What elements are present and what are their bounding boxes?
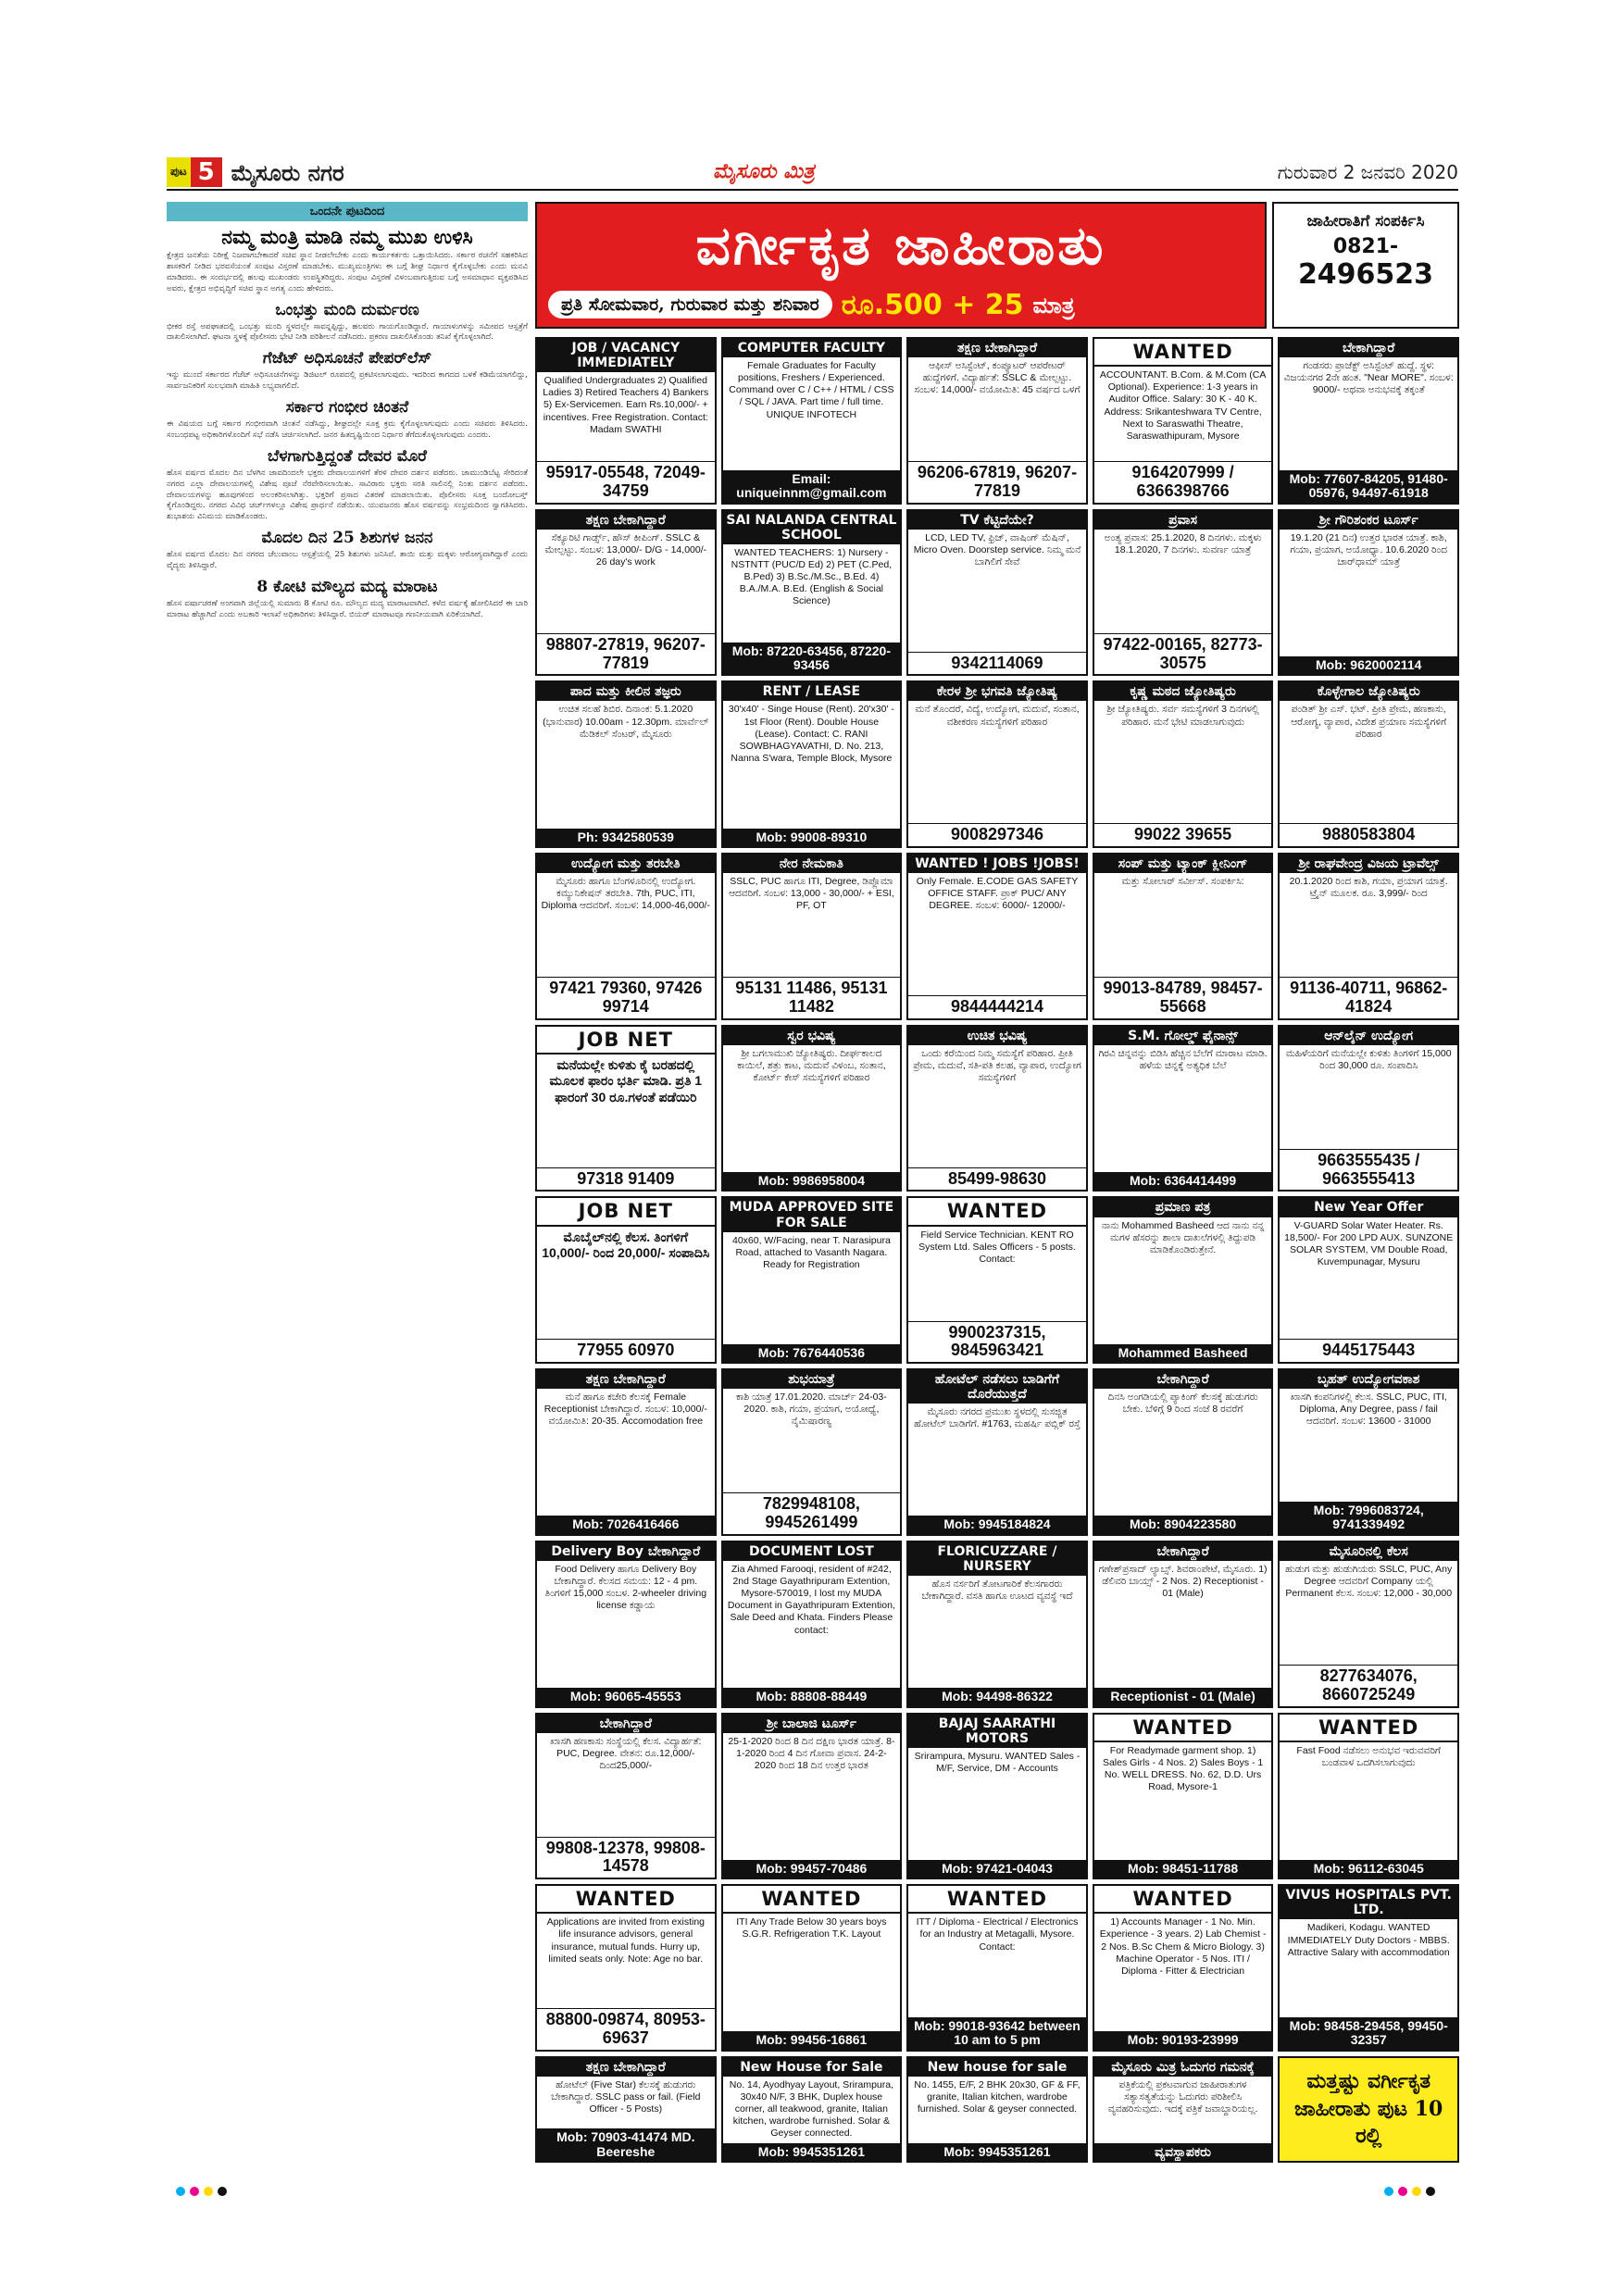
classified-ad	[721, 1025, 903, 1192]
ad-body: Fast Food ನಡೆಸಲು ಅನುಭವ ಇರುವವರಿಗೆ ಬಂಡವಾಳ ಒದಗಿಸಲಾಗುವುದು	[1296, 1744, 1441, 1768]
classified-ad	[906, 509, 1088, 677]
ad-body: ಖಾಸಗಿ ಕಂಪನಿಗಳಲ್ಲಿ ಕೆಲಸ. SSLC, PUC, ITI, Diploma, Any Degree, pass / fail ಆದವರಿಗೆ. ಸಂಬಳ: 13600 - 31000	[1290, 1391, 1447, 1428]
ad-phone: Mob: 94498-86322	[908, 1688, 1086, 1705]
ad-title: ಬೃಹತ್ ಉದ್ಯೋಗವಕಾಶ	[1280, 1370, 1457, 1389]
classified-ad	[1278, 853, 1459, 1020]
banner-price: ರೂ.500 + 25	[841, 288, 1024, 321]
ad-title: ತಕ್ಷಣ ಬೇಕಾಗಿದ್ದಾರೆ	[908, 339, 1086, 357]
ad-title: JOB / VACANCY IMMEDIATELY	[537, 339, 715, 372]
classified-ad	[1093, 1025, 1274, 1192]
page-label: ಪುಟ	[167, 157, 191, 187]
ad-phone: 88800-09874, 80953-69637	[537, 2008, 715, 2050]
ad-phone: 9880583804	[1280, 823, 1457, 846]
yellow-dot	[1412, 2187, 1421, 2196]
cyan-dot	[1384, 2187, 1393, 2196]
ad-phone: Email: uniqueinnm@gmail.com	[723, 470, 901, 503]
classified-ad	[721, 1368, 903, 1536]
article-headline: ಮೊದಲ ದಿನ 25 ಶಿಶುಗಳ ಜನನ	[261, 529, 433, 548]
ad-title: ಪ್ರವಾಸ	[1094, 511, 1272, 530]
ad-title: ಬೇಕಾಗಿದ್ದಾರೆ	[1094, 1542, 1272, 1561]
ad-title: ಹೋಟೆಲ್ ನಡೆಸಲು ಬಾಡಿಗೆಗೆ ದೊರೆಯುತ್ತದೆ	[908, 1370, 1086, 1404]
ad-title: VIVUS HOSPITALS PVT. LTD.	[1280, 1886, 1457, 1919]
ad-phone: 99022 39655	[1094, 823, 1272, 846]
ad-title: RENT / LEASE	[723, 682, 901, 701]
ad-contact-box	[1272, 202, 1459, 329]
continued-kicker: ಒಂದನೇ ಪುಟದಿಂದ	[167, 202, 528, 221]
ad-phone: 9445175443	[1280, 1339, 1457, 1362]
ad-body: ಉಚಿತ ಸಲಹೆ ಶಿಬಿರ. ದಿನಾಂಕ: 5.1.2020 (ಭಾನುವಾರ) 10.00am - 12.30pm. ಮಾರ್ವೆಲ್ ಮೆಡಿಕಲ್ ಸೆಂಟರ್, ಮೈಸೂರು	[543, 704, 709, 740]
classified-ad	[1278, 680, 1459, 848]
ad-phone: Mob: 77607-84205, 91480-05976, 94497-61918	[1280, 470, 1457, 503]
classified-ad	[1093, 1368, 1274, 1536]
ad-title: ಬೇಕಾಗಿದ್ದಾರೆ	[1280, 339, 1457, 357]
magenta-dot	[1398, 2187, 1407, 2196]
ad-title: WANTED	[723, 1886, 901, 1914]
ad-body: ಶ್ರೀ ಜ್ಯೋತಿಷ್ಯರು. ಸರ್ವ ಸಮಸ್ಯೆಗಳಿಗೆ 3 ದಿನಗಳಲ್ಲಿ ಪರಿಹಾರ. ಮನೆ ಭೇಟಿ ಮಾಡಲಾಗುವುದು	[1106, 704, 1259, 728]
ad-body: ಒಂದು ಕರೆಯಿಂದ ನಿಮ್ಮ ಸಮಸ್ಯೆಗೆ ಪರಿಹಾರ. ಪ್ರೀತಿ ಪ್ರೇಮ, ಮದುವೆ, ಸತಿ-ಪತಿ ಕಲಹ, ವ್ಯಾಪಾರ, ಉದ್ಯೋಗ ಸಮಸ್ಯೆಗಳಿಗೆ	[913, 1047, 1081, 1084]
ad-body: ಮೈಸೂರು ಹಾಗೂ ಬೆಂಗಳೂರಿನಲ್ಲಿ ಉದ್ಯೋಗ. ಕಮ್ಯುನಿಕೇಷನ್ ತರಬೇತಿ. 7th, PUC, ITI, Diploma ಆದವರಿಗೆ. ಸಂಬಳ: 14,000-46,000/-	[541, 876, 710, 912]
ad-phone: Mob: 9945351261	[723, 2143, 901, 2161]
ad-body: ITI Any Trade Below 30 years boys S.G.R. Refrigeration T.K. Layout	[736, 1916, 887, 1940]
ad-title: ಶ್ರೀ ರಾಘವೇಂದ್ರ ವಿಜಯ ಟ್ರಾವೆಲ್ಸ್	[1280, 855, 1457, 873]
ad-body: ಹುಡುಗ ಮತ್ತು ಹುಡುಗಿಯರು SSLC, PUC, Any Degree ಆದವರಿಗೆ Company ಯಲ್ಲಿ Permanent ಕೆಲಸ. ಸಂಬಳ: 12,000 - 30,000	[1285, 1563, 1453, 1600]
ad-body: SSLC, PUC ಹಾಗೂ ITI, Degree, ಡಿಪ್ಲೊಮಾ ಆದವರಿಗೆ. ಸಂಬಳ: 13,000 - 30,000/- + ESI, PF, OT	[729, 876, 894, 912]
ad-phone: Mob: 9945351261	[908, 2143, 1086, 2161]
ad-title: ಆನ್‌ಲೈನ್ ಉದ್ಯೋಗ	[1280, 1027, 1457, 1045]
ad-body: 1) Accounts Manager - 1 No. Min. Experience - 3 years. 2) Lab Chemist - 2 Nos. B.Sc Chem & Micro Biology. 3) Machine Operator - 5 Nos. ITI / Diploma - Fitter & Electrician	[1099, 1916, 1267, 1977]
ad-body: Food Delivery ಹಾಗೂ Delivery Boy ಬೇಕಾಗಿದ್ದಾರೆ. ಕೆಲಸದ ಸಮಯ: 12 - 4 pm. ತಿಂಗಳಿಗೆ 15,000 ಸಂಬಳ. 2-wheeler driving license ಕಡ್ಡಾಯ	[544, 1563, 707, 1612]
ad-phone: Mob: 98451-11788	[1094, 1860, 1272, 1878]
ad-phone: Mob: 9620002114	[1280, 656, 1457, 674]
classified-ad	[535, 509, 717, 677]
ad-phone: Mob: 87220-63456, 87220-93456	[723, 643, 901, 675]
ad-phone: 99013-84789, 98457-55668	[1094, 977, 1272, 1018]
classified-ad	[906, 1541, 1088, 1708]
ad-phone: Receptionist - 01 (Male)	[1094, 1688, 1272, 1705]
ad-phone: Mob: 6364414499	[1094, 1172, 1272, 1190]
classified-ad	[535, 680, 717, 848]
contact-label: ಜಾಹೀರಾತಿಗೆ ಸಂಪರ್ಕಿಸಿ	[1306, 212, 1425, 231]
classified-ad	[535, 1884, 717, 2052]
ad-body: 19.1.20 (21 ದಿನ) ಉತ್ತರ ಭಾರತ ಯಾತ್ರೆ. ಕಾಶಿ, ಗಯಾ, ಪ್ರಯಾಗ, ಅಯೋಧ್ಯಾ. 10.6.2020 ರಿಂದ ಚಾರ್‌ಧಾಮ್ ಯಾತ್ರೆ	[1290, 531, 1447, 568]
ad-title: ಮೈಸೂರಿನಲ್ಲಿ ಕೆಲಸ	[1280, 1542, 1457, 1561]
ad-title: ಪಾದ ಮತ್ತು ಕೀಲಿನ ತಜ್ಞರು	[537, 682, 715, 701]
ad-title: MUDA APPROVED SITE FOR SALE	[723, 1198, 901, 1231]
classified-ad	[535, 337, 717, 505]
ad-phone: Mob: 99457-70486	[723, 1860, 901, 1878]
classified-ad	[535, 1713, 717, 1880]
ad-phone: 8277634076, 8660725249	[1280, 1665, 1457, 1706]
ad-body: No. 14, Ayodhyay Layout, Srirampura, 30x40 N/F, 3 BHK, Duplex house corner, all teakwood, granite, Italian kitchen, wardrobe furnished. Solar & Geyser connected.	[729, 2078, 894, 2140]
ad-phone: 9342114069	[908, 652, 1086, 675]
ad-body: Only Female. E.CODE GAS SAFETY OFFICE STAFF. ಪ್ರಾಕ್ PUC/ ANY DEGREE. ಸಂಬಳ: 6000/- 12000/-	[916, 876, 1079, 912]
banner-title: ವರ್ಗೀಕೃತ ಜಾಹೀರಾತು	[695, 214, 1106, 277]
classified-ad	[721, 337, 903, 505]
ad-body: ಹೊಸ ನರ್ಸರಿಗೆ ತೋಟಗಾರಿಕೆ ಕೆಲಸಗಾರರು ಬೇಕಾಗಿದ್ದಾರೆ. ವಸತಿ ಹಾಗೂ ಊಟದ ವ್ಯವಸ್ಥೆ ಇದೆ	[921, 1578, 1073, 1603]
classified-ad	[906, 1196, 1088, 1364]
classified-ad	[906, 680, 1088, 848]
ad-body: ಗಂಡಸರು ಪ್ರಾಜೆಕ್ಟ್ ಅಸಿಸ್ಟೆಂಟ್ ಹುದ್ದೆ. ಸ್ಥಳ: ವಿಜಯನಗರ 2ನೇ ಹಂತ. "Near MORE". ಸಂಬಳ: 9000/- ಅಥವಾ ಅನುಭವಕ್ಕೆ ತಕ್ಕಂತೆ	[1283, 360, 1454, 396]
classified-ad	[535, 1541, 717, 1708]
ad-phone: Ph: 9342580539	[537, 829, 715, 846]
ad-body: Applications are invited from existing life insurance advisors, general insurance, mutual funds. Hurry up, limited seats only. Note: Age no bar.	[546, 1916, 705, 1965]
ad-body: ITT / Diploma - Electrical / Electronics for an Industry at Metagalli, Mysore. Contact:	[916, 1916, 1079, 1953]
ad-body: ಮತ್ತು ಸೋಲಾರ್ ಸರ್ವೀಸ್. ಸಂಪರ್ಕಿಸಿ:	[1121, 876, 1244, 888]
ad-title: WANTED	[537, 1886, 715, 1914]
ad-phone: Mob: 97421-04043	[908, 1860, 1086, 1878]
classified-ad	[1093, 2056, 1274, 2163]
ad-title: S.M. ಗೋಲ್ಡ್ ಫೈನಾನ್ಸ್	[1094, 1027, 1272, 1045]
ad-title: WANTED ! JOBS !JOBS!	[908, 855, 1086, 873]
ad-phone: 95917-05548, 72049-34759	[537, 461, 715, 503]
classified-ad	[1093, 337, 1274, 505]
ad-phone: 9008297346	[908, 823, 1086, 846]
article-body: ಭೀಕರ ರಸ್ತೆ ಅಪಘಾತದಲ್ಲಿ ಒಂಭತ್ತು ಮಂದಿ ಸ್ಥಳದಲ್ಲೇ ಸಾವನ್ನಪ್ಪಿದ್ದು, ಹಲವರು ಗಾಯಗೊಂಡಿದ್ದಾರೆ. ಗಾಯಾಳುಗಳನ್ನು ಸಮೀಪದ ಆಸ್ಪತ್ರೆಗೆ ದಾಖಲಿಸಲಾಗಿದೆ. ಘಟನಾ ಸ್ಥಳಕ್ಕೆ ಪೊಲೀಸರು ಭೇಟಿ ನೀಡಿ ಪರಿಶೀಲನೆ ನಡೆಸಿದರು. ಪ್ರಕರಣ ದಾಖಲಿಸಿಕೊಂಡು ತನಿಖೆ ಕೈಗೊಳ್ಳಲಾಗಿದೆ.	[167, 321, 528, 343]
article-body: ಹೊಸ ವರ್ಷದ ಮೊದಲ ದಿನ ನಗರದ ಚೆಲುವಾಂಬ ಆಸ್ಪತ್ರೆಯಲ್ಲಿ 25 ಶಿಶುಗಳು ಜನಿಸಿವೆ. ತಾಯಿ ಮತ್ತು ಮಕ್ಕಳು ಆರೋಗ್ಯವಾಗಿದ್ದಾರೆ ಎಂದು ವೈದ್ಯರು ತಿಳಿಸಿದ್ದಾರೆ.	[167, 550, 528, 570]
ad-body: ಖಾಸಗಿ ಹಣಕಾಸು ಸಂಸ್ಥೆಯಲ್ಲಿ ಕೆಲಸ. ವಿದ್ಯಾರ್ಹತೆ: PUC, Degree. ವೇತನ: ರೂ.12,000/-ದಿಂದ25,000/-	[550, 1735, 702, 1771]
ad-title: ತಕ್ಷಣ ಬೇಕಾಗಿದ್ದಾರೆ	[537, 2058, 715, 2077]
ad-body: For Readymade garment shop. 1) Sales Girls - 4 Nos. 2) Sales Boys - 1 No. WELL DRESS. No. 62, D.D. Urs Road, Mysore-1	[1102, 1744, 1264, 1793]
classified-ad	[1093, 1541, 1274, 1708]
ad-phone: 9164207999 / 6366398766	[1094, 461, 1272, 503]
classified-ad	[906, 2056, 1088, 2163]
ad-body: Qualified Undergraduates 2) Qualified Ladies 3) Retired Teachers 4) Bankers 5) Ex-Servicemen. Earn Rs.10,000/- + incentives. Free Registration. Contact: Madam SWATHI	[543, 375, 709, 435]
ad-body: ಮತ್ತಷ್ಟು ವರ್ಗೀಕೃತ ಜಾಹೀರಾತು ಪುಟ 10 ರಲ್ಲಿ	[1294, 2068, 1443, 2149]
ad-title: JOB NET	[537, 1027, 715, 1054]
ad-phone: Mob: 90193-23999	[1094, 2031, 1272, 2049]
ad-body: ಪತ್ರಿಕೆಯಲ್ಲಿ ಪ್ರಕಟವಾಗುವ ಜಾಹೀರಾತುಗಳ ಸತ್ಯಾಸತ್ಯತೆಯನ್ನು ಓದುಗರು ಪರಿಶೀಲಿಸಿ ವ್ಯವಹರಿಸುವುದು. ಇದಕ್ಕೆ ಪತ್ರಿಕೆ ಜವಾಬ್ದಾರಿಯಲ್ಲ.	[1107, 2078, 1258, 2115]
ad-body: ಗಿರವಿ ಚಿನ್ನವನ್ನು ಬಿಡಿಸಿ ಹೆಚ್ಚಿನ ಬೆಲೆಗೆ ಮಾರಾಟ ಮಾಡಿ. ಹಳೆಯ ಚಿನ್ನಕ್ಕೆ ಅತ್ಯಧಿಕ ಬೆಲೆ	[1098, 1047, 1268, 1071]
classified-ad	[721, 1884, 903, 2052]
ad-title: New House for Sale	[723, 2058, 901, 2077]
ad-body: Madikeri, Kodagu. WANTED IMMEDIATELY Duty Doctors - MBBS. Attractive Salary with accommodation	[1287, 1922, 1450, 1958]
ad-body: ಮನೆ ತೊಂದರೆ, ವಿದ್ಯೆ, ಉದ್ಯೋಗ, ಮದುವೆ, ಸಂತಾನ, ವಶೀಕರಣ ಸಮಸ್ಯೆಗಳಿಗೆ ಪರಿಹಾರ	[915, 704, 1080, 728]
ad-body: ಮೊಬೈಲ್‌ನಲ್ಲಿ ಕೆಲಸ. ತಿಂಗಳಿಗೆ 10,000/- ರಿಂದ 20,000/- ಸಂಪಾದಿಸಿ	[542, 1229, 710, 1261]
contact-number: 2496523	[1297, 258, 1434, 291]
classified-ad	[721, 1196, 903, 1364]
classifieds-banner	[535, 202, 1267, 329]
ad-body: 40x60, W/Facing, near T. Narasipura Road, attached to Vasanth Nagara. Ready for Registration	[731, 1234, 891, 1270]
ad-phone: Mohammed Basheed	[1094, 1344, 1272, 1362]
classified-ad	[906, 1884, 1088, 2052]
ad-title: ನೇರ ನೇಮಕಾತಿ	[723, 855, 901, 873]
banner-days: ಪ್ರತಿ ಸೋಮವಾರ, ಗುರುವಾರ ಮತ್ತು ಶನಿವಾರ	[548, 291, 832, 318]
ad-phone: 9844444214	[908, 995, 1086, 1018]
ad-body: 20.1.2020 ರಿಂದ ಕಾಶಿ, ಗಯಾ, ಪ್ರಯಾಗ ಯಾತ್ರೆ. ಟ್ರೈನ್ ಮೂಲಕ. ರೂ. 3,999/- ರಿಂದ	[1289, 876, 1448, 900]
ad-phone: Mob: 96065-45553	[537, 1688, 715, 1705]
ad-body: ಮೈಸೂರು ನಗರದ ಪ್ರಮುಖ ಸ್ಥಳದಲ್ಲಿ ಸುಸಜ್ಜಿತ ಹೋಟೆಲ್ ಬಾಡಿಗೆಗೆ. #1763, ಮಹರ್ಷಿ ಪಬ್ಲಿಕ್ ರಸ್ತೆ	[914, 1406, 1081, 1430]
classified-ad	[1278, 1713, 1459, 1880]
ad-title: ಶ್ರೀ ಗೌರಿಶಂಕರ ಟೂರ್ಸ್	[1280, 511, 1457, 530]
ad-phone: 99808-12378, 99808-14578	[537, 1837, 715, 1878]
ad-phone: Mob: 99008-89310	[723, 829, 901, 846]
classified-ad	[721, 1541, 903, 1708]
ad-body: ಮಹಿಳೆಯರಿಗೆ ಮನೆಯಲ್ಲೇ ಕುಳಿತು ತಿಂಗಳಿಗೆ 15,000 ರಿಂದ 30,000 ರೂ. ಸಂಪಾದಿಸಿ	[1285, 1047, 1452, 1071]
ad-body: 25-1-2020 ರಿಂದ 8 ದಿನ ದಕ್ಷಿಣ ಭಾರತ ಯಾತ್ರೆ. 8-1-2020 ರಿಂದ 4 ದಿನ ಗೋವಾ ಪ್ರವಾಸ. 24-2-2020 ರಿಂದ 18 ದಿನ ಉತ್ತರ ಭಾರತ	[728, 1735, 895, 1771]
ad-title: SAI NALANDA CENTRAL SCHOOL	[723, 511, 901, 544]
ad-title: ಬೇಕಾಗಿದ್ದಾರೆ	[537, 1715, 715, 1733]
classified-ad	[1093, 1884, 1274, 2052]
article-body: ಕ್ಷೇತ್ರದ ಜನತೆಯ ನಿರೀಕ್ಷೆ ನಿಜವಾಗಬೇಕಾದರೆ ಸಚಿವ ಸ್ಥಾನ ನೀಡಲೇಬೇಕು ಎಂದು ಕಾರ್ಯಕರ್ತರು ಒತ್ತಾಯಿಸಿದರು. ಸರ್ಕಾರ ರಚನೆಗೆ ಸಹಕರಿಸಿದ ಶಾಸಕರಿಗೆ ನೀಡಿದ ಭರವಸೆಯಂತೆ ಸಂಪುಟ ವಿಸ್ತರಣೆ ಮಾಡಬೇಕು. ಮುಖ್ಯಮಂತ್ರಿಗಳು ಈ ಬಗ್ಗೆ ಶೀಘ್ರ ನಿರ್ಧಾರ ಕೈಗೊಳ್ಳಬೇಕು ಎಂದು ಮನವಿ ಮಾಡಿದರು. ಈ ಸಂದರ್ಭದಲ್ಲಿ ಹಲವು ಮುಖಂಡರು ಉಪಸ್ಥಿತರಿದ್ದರು. ಸಂಪುಟ ವಿಸ್ತರಣೆ ವಿಳಂಬವಾಗುತ್ತಿರುವ ಬಗ್ಗೆ ಅಸಮಾಧಾನ ವ್ಯಕ್ತಪಡಿಸಿದ ಅವರು, ಕ್ಷೇತ್ರದ ಅಭಿವೃದ್ಧಿಗೆ ಸಚಿವ ಸ್ಥಾನ ಅಗತ್ಯ ಎಂದು ಹೇಳಿದರು.	[167, 251, 528, 293]
page-number: 5	[191, 157, 222, 187]
classified-ad	[1093, 509, 1274, 677]
left-news-column	[167, 202, 528, 2160]
classified-ad	[535, 1196, 717, 1364]
ad-phone: Mob: 96112-63045	[1280, 1860, 1457, 1878]
ad-title: ಪ್ರಮಾಣ ಪತ್ರ	[1094, 1198, 1272, 1217]
article-list	[167, 225, 528, 621]
ad-body: ಕಾಶಿ ಯಾತ್ರೆ 17.01.2020. ಮಾರ್ಚ್ 24-03-2020. ಕಾಶಿ, ಗಯಾ, ಪ್ರಯಾಗ, ಅಯೋಧ್ಯೆ, ನೈಮಿಷಾರಣ್ಯ	[736, 1391, 887, 1428]
ad-phone: Mob: 70903-41474 MD. Beereshe	[537, 2128, 715, 2161]
classified-ad	[1278, 2056, 1459, 2163]
article-headline: ಒಂಭತ್ತು ಮಂದಿ ದುರ್ಮರಣ	[275, 300, 419, 319]
ad-title: New house for sale	[908, 2058, 1086, 2077]
ad-title: ಕೇರಳ ಶ್ರೀ ಭಗವತಿ ಜ್ಯೋತಿಷ್ಯ	[908, 682, 1086, 701]
ad-phone: Mob: 88808-88449	[723, 1688, 901, 1705]
ad-body: ಹೋಟೆಲ್ (Five Star) ಕೆಲಸಕ್ಕೆ ಹುಡುಗರು ಬೇಕಾಗಿದ್ದಾರೆ. SSLC pass or fail. (Field Officer - 5 Posts)	[551, 2078, 701, 2115]
article-body: ಹೊಸ ವರ್ಷದ ಮೊದಲ ದಿನ ಬೆಳಗಿನ ಜಾವದಿಂದಲೇ ಭಕ್ತರು ದೇವಾಲಯಗಳಿಗೆ ತೆರಳಿ ದೇವರ ದರ್ಶನ ಪಡೆದರು. ಚಾಮುಂಡಿಬೆಟ್ಟ ಸೇರಿದಂತೆ ನಗರದ ಎಲ್ಲಾ ದೇವಾಲಯಗಳಲ್ಲಿ ವಿಶೇಷ ಪೂಜೆ ನೆರವೇರಿಸಲಾಯಿತು. ಸಾವಿರಾರು ಭಕ್ತರು ಸರತಿ ಸಾಲಿನಲ್ಲಿ ನಿಂತು ದರ್ಶನ ಪಡೆದರು. ದೇವಾಲಯಗಳನ್ನು ಹೂವುಗಳಿಂದ ಅಲಂಕರಿಸಲಾಗಿತ್ತು. ಭಕ್ತರಿಗೆ ಪ್ರಸಾದ ವಿತರಣೆ ಮಾಡಲಾಯಿತು. ಪೊಲೀಸರು ಸೂಕ್ತ ಬಂದೋಬಸ್ತ್ ಕೈಗೊಂಡಿದ್ದರು. ನಗರದ ವಿವಿಧ ಚರ್ಚ್‌ಗಳಲ್ಲೂ ವಿಶೇಷ ಪ್ರಾರ್ಥನೆ ನಡೆಯಿತು. ಯುವಜನರು ಹೊಸ ವರ್ಷವನ್ನು ಸಂಭ್ರಮದಿಂದ ಸ್ವಾಗತಿಸಿದರು. ಶುಭಾಶಯ ವಿನಿಮಯ ಮಾಡಿಕೊಂಡರು.	[167, 468, 528, 522]
classified-ad	[906, 1713, 1088, 1880]
yellow-dot	[204, 2187, 213, 2196]
classified-ad	[1278, 1196, 1459, 1364]
ad-phone: 97422-00165, 82773-30575	[1094, 633, 1272, 675]
ad-phone: 96206-67819, 96207-77819	[908, 461, 1086, 503]
article-headline: ನಮ್ಮ ಮಂತ್ರಿ ಮಾಡಿ ನಮ್ಮ ಮುಖ ಉಳಿಸಿ	[221, 225, 473, 248]
registration-dots-left	[176, 2187, 227, 2196]
ad-body: ಗಣೇಶ್‌ಪ್ರಸಾದ್ ಲ್ಯಾಬ್ಸ್. ಶಿವರಾಂಪೇಟೆ, ಮೈಸೂರು. 1) ಡೆಲಿವರಿ ಬಾಯ್ಸ್ - 2 Nos. 2) Receptionist - 01 (Male)	[1098, 1563, 1268, 1600]
article-headline: ಗೆಜೆಟ್ ಅಧಿಸೂಚನೆ ಪೇಪರ್‌ಲೆಸ್	[262, 349, 432, 368]
ad-body: ಸೆಕ್ಯೂರಿಟಿ ಗಾರ್ಡ್ಸ್, ಹೌಸ್ ಕೀಪಿಂಗ್. SSLC & ಮೇಲ್ಪಟ್ಟು. ಸಂಬಳ: 13,000/- D/G - 14,000/- 26 day's work	[544, 531, 707, 568]
ad-phone: 9900237315, 9845963421	[908, 1321, 1086, 1363]
ad-phone: ವ್ಯವಸ್ಥಾಪಕರು	[1094, 2143, 1272, 2161]
ad-title: COMPUTER FACULTY	[723, 339, 901, 357]
ad-title: WANTED	[1094, 1886, 1272, 1914]
ad-title: ತಕ್ಷಣ ಬೇಕಾಗಿದ್ದಾರೆ	[537, 1370, 715, 1389]
classified-ad	[1278, 1541, 1459, 1708]
ad-phone: Mob: 98458-29458, 99450-32357	[1280, 2017, 1457, 2050]
ad-title: ಕೊಳ್ಳೇಗಾಲ ಜ್ಯೋತಿಷ್ಯರು	[1280, 682, 1457, 701]
ad-title: ಬೇಕಾಗಿದ್ದಾರೆ	[1094, 1370, 1272, 1389]
black-dot	[1426, 2187, 1435, 2196]
ad-body: ಪಂಡಿತ್ ಶ್ರೀ ಎಸ್. ಭಟ್. ಪ್ರೀತಿ ಪ್ರೇಮ, ಹಣಕಾಸು, ಆರೋಗ್ಯ, ವ್ಯಾಪಾರ, ವಿದೇಶ ಪ್ರಯಾಣ ಸಮಸ್ಯೆಗಳಿಗೆ ಪರಿಹಾರ	[1291, 704, 1447, 740]
ad-phone: Mob: 9986958004	[723, 1172, 901, 1190]
classified-ad	[721, 509, 903, 677]
ad-body: ACCOUNTANT. B.Com. & M.Com (CA Optional). Experience: 1-3 years in Auditor Office. Salary: 30 K - 40 K. Address: Srikanteshwara TV Centre, Next to Saraswathi Theatre, Saraswathipuram, Mysore	[1099, 369, 1267, 442]
ad-body: Zia Ahmed Farooqi, resident of #242, 2nd Stage Gayathripuram Extention, Mysore-570019, I lost my MUDA Document in Gayathripuram Extention, Sale Deed and Khata. Finders Please contact:	[727, 1563, 895, 1636]
classified-ads-grid	[535, 337, 1459, 2163]
ad-title: WANTED	[908, 1886, 1086, 1914]
ad-phone: 97318 91409	[537, 1167, 715, 1191]
ad-body: Srirampura, Mysuru. WANTED Sales - M/F, Service, DM - Accounts	[914, 1750, 1081, 1774]
ad-title: New Year Offer	[1280, 1198, 1457, 1217]
ad-phone: 85499-98630	[908, 1167, 1086, 1191]
classified-ad	[535, 853, 717, 1020]
ad-phone: Mob: 8904223580	[1094, 1516, 1272, 1533]
ad-body: Female Graduates for Faculty positions, Freshers / Experienced. Command over C / C++ / HTML / CSS / SQL / JAVA. Part time / full time. UNIQUE INFOTECH	[729, 360, 894, 420]
article-headline: 8 ಕೋಟಿ ಮೌಲ್ಯದ ಮದ್ಯ ಮಾರಾಟ	[256, 577, 438, 596]
classified-ad	[1093, 853, 1274, 1020]
article-body: ಇನ್ನು ಮುಂದೆ ಸರ್ಕಾರದ ಗೆಜೆಟ್ ಅಧಿಸೂಚನೆಗಳನ್ನು ಡಿಜಿಟಲ್ ರೂಪದಲ್ಲಿ ಪ್ರಕಟಿಸಲಾಗುವುದು. ಇದರಿಂದ ಕಾಗದದ ಬಳಕೆ ಕಡಿಮೆಯಾಗಲಿದ್ದು, ಸಾರ್ವಜನಿಕರಿಗೆ ಸುಲಭವಾಗಿ ಮಾಹಿತಿ ಲಭ್ಯವಾಗಲಿದೆ.	[167, 370, 528, 392]
classified-ad	[906, 337, 1088, 505]
ad-phone: Mob: 7676440536	[723, 1344, 901, 1362]
classified-ad	[1093, 680, 1274, 848]
ad-title: ಶುಭಯಾತ್ರೆ	[723, 1370, 901, 1389]
article-body: ಹೊಸ ವರ್ಷಾಚರಣೆ ಅಂಗವಾಗಿ ಜಿಲ್ಲೆಯಲ್ಲಿ ಸುಮಾರು 8 ಕೋಟಿ ರೂ. ಮೌಲ್ಯದ ಮದ್ಯ ಮಾರಾಟವಾಗಿದೆ. ಕಳೆದ ವರ್ಷಕ್ಕೆ ಹೋಲಿಸಿದರೆ ಈ ಬಾರಿ ಮಾರಾಟ ಹೆಚ್ಚಾಗಿದೆ ಎಂದು ಅಬಕಾರಿ ಇಲಾಖೆ ಅಧಿಕಾರಿಗಳು ತಿಳಿಸಿದ್ದಾರೆ. ಬಿಯರ್ ಮಾರಾಟವೂ ಗಣನೀಯವಾಗಿ ಏರಿಕೆಯಾಗಿದೆ.	[167, 598, 528, 619]
ad-body: 30'x40' - Singe House (Rent). 20'x30' - 1st Floor (Rent). Double House (Lease). Contact: C. RANI SOWBHAGYAVATHI, D. No. 213, Nanna S'wara, Temple Block, Mysore	[728, 704, 894, 764]
classified-ad	[721, 1713, 903, 1880]
classified-ad	[1093, 1196, 1274, 1364]
ad-title: WANTED	[908, 1198, 1086, 1226]
classified-ad	[906, 853, 1088, 1020]
ad-phone: 77955 60970	[537, 1339, 715, 1362]
article-body: ಈ ವಿಷಯದ ಬಗ್ಗೆ ಸರ್ಕಾರ ಗಂಭೀರವಾಗಿ ಚಿಂತನೆ ನಡೆಸಿದ್ದು, ಶೀಘ್ರದಲ್ಲೇ ಸೂಕ್ತ ಕ್ರಮ ಕೈಗೊಳ್ಳಲಾಗುವುದು ಎಂದು ಸಚಿವರು ತಿಳಿಸಿದರು. ಸಂಬಂಧಪಟ್ಟ ಅಧಿಕಾರಿಗಳೊಂದಿಗೆ ಸಭೆ ನಡೆಸಿ ಚರ್ಚಿಸಲಾಗಿದೆ. ಜನರ ಹಿತದೃಷ್ಟಿಯಿಂದ ನಿರ್ಧಾರ ತೆಗೆದುಕೊಳ್ಳಲಾಗುವುದು ಎಂದರು.	[167, 419, 528, 440]
ad-title: WANTED	[1094, 1715, 1272, 1742]
classified-ad	[721, 680, 903, 848]
article-headline: ಬೆಳಗಾಗುತ್ತಿದ್ದಂತೆ ದೇವರ ಮೊರೆ	[268, 446, 427, 466]
ad-body: Field Service Technician. KENT RO System Ltd. Sales Officers - 5 posts. Contact:	[918, 1229, 1076, 1265]
classified-ad	[1278, 337, 1459, 505]
classified-ad	[906, 1025, 1088, 1192]
ad-title: ತಕ್ಷಣ ಬೇಕಾಗಿದ್ದಾರೆ	[537, 511, 715, 530]
ad-title: TV ಕೆಟ್ಟಿದೆಯೇ?	[908, 511, 1086, 530]
ad-body: No. 1455, E/F, 2 BHK 20x30, GF & FF, granite, Italian kitchen, wardrobe furnished. Solar & geyser connected.	[914, 2078, 1081, 2115]
banner-strip	[548, 287, 1254, 322]
ad-phone: Mob: 99456-16861	[723, 2031, 901, 2049]
section-title: ಮೈಸೂರು ನಗರ	[231, 158, 344, 186]
classified-ad	[721, 853, 903, 1020]
black-dot	[218, 2187, 227, 2196]
ad-title: ಕೃಷ್ಣ ಮಠದ ಜ್ಯೋತಿಷ್ಯರು	[1094, 682, 1272, 701]
ad-title: ಉಚಿತ ಭವಿಷ್ಯ	[908, 1027, 1086, 1045]
ad-phone: Mob: 99018-93642 between 10 am to 5 pm	[908, 2017, 1086, 2050]
registration-dots-right	[1384, 2187, 1435, 2196]
ad-body: ಮನೆ ಹಾಗೂ ಕಚೇರಿ ಕೆಲಸಕ್ಕೆ Female Receptionist ಬೇಕಾಗಿದ್ದಾರೆ. ಸಂಬಳ: 10,000/- ವಯೋಮಿತಿ: 20-35. Accomodation free	[543, 1391, 707, 1428]
ad-title: ಮೈಸೂರು ಮಿತ್ರ ಓದುಗರ ಗಮನಕ್ಕೆ	[1094, 2058, 1272, 2077]
issue-date: ಗುರುವಾರ 2 ಜನವರಿ 2020	[1277, 161, 1458, 183]
ad-phone: 91136-40711, 96862-41824	[1280, 977, 1457, 1018]
ad-body: ಆಫೀಸ್ ಅಸಿಸ್ಟೆಂಟ್, ಕಂಪ್ಯೂಟರ್ ಆಪರೇಟರ್ ಹುದ್ದೆಗಳಿಗೆ. ವಿದ್ಯಾರ್ಹತೆ: SSLC & ಮೇಲ್ಪಟ್ಟು. ಸಂಬಳ: 14,000/- ವಯೋಮಿತಿ: 45 ವರ್ಷದ ಒಳಗೆ	[914, 360, 1081, 396]
ad-title: Delivery Boy ಬೇಕಾಗಿದ್ದಾರೆ	[537, 1542, 715, 1561]
contact-code: 0821-	[1332, 235, 1399, 258]
ad-phone: 98807-27819, 96207-77819	[537, 633, 715, 675]
ad-phone: 97421 79360, 97426 99714	[537, 977, 715, 1018]
classified-ad	[535, 1368, 717, 1536]
ad-phone: Mob: 7026416466	[537, 1516, 715, 1533]
ad-body: ಶ್ರೀ ಬಗಲಾಮುಖಿ ಜ್ಯೋತಿಷ್ಯರು. ದೀರ್ಘಕಾಲದ ಕಾಯಿಲೆ, ಶತ್ರು ಕಾಟ, ಮದುವೆ ವಿಳಂಬ, ಸಂತಾನ, ಕೋರ್ಟ್ ಕೇಸ್ ಸಮಸ್ಯೆಗಳಿಗೆ ಪರಿಹಾರ	[737, 1047, 886, 1084]
ad-title: ಉದ್ಯೋಗ ಮತ್ತು ತರಬೇತಿ	[537, 855, 715, 873]
ad-body: ನಾನು Mohammed Basheed ಆದ ನಾನು ನನ್ನ ಮಗಳ ಹೆಸರನ್ನು ಶಾಲಾ ದಾಖಲೆಗಳಲ್ಲಿ ತಿದ್ದುಪಡಿ ಮಾಡಿಕೊಂಡಿರುತ್ತೇನೆ.	[1101, 1219, 1265, 1255]
classified-ad	[535, 2056, 717, 2163]
ad-title: ಸಂಪ್ ಮತ್ತು ಟ್ಯಾಂಕ್ ಕ್ಲೀನಿಂಗ್	[1094, 855, 1272, 873]
page-number-box	[167, 157, 222, 187]
ad-body: WANTED TEACHERS: 1) Nursery - NSTNTT (PUC/D Ed) 2) PET (C.Ped, B.Ped) 3) B.Sc./M.Sc., B.Ed. 4) B.A./M.A. B.Ed. (English & Social Science)	[731, 546, 893, 607]
classified-ad	[1278, 1884, 1459, 2052]
magenta-dot	[190, 2187, 199, 2196]
ad-title: BAJAJ SAARATHI MOTORS	[908, 1715, 1086, 1748]
ad-title: ಸ್ವರ ಭವಿಷ್ಯ	[723, 1027, 901, 1045]
ad-title: JOB NET	[537, 1198, 715, 1226]
ad-phone: Mob: 9945184824	[908, 1516, 1086, 1533]
classified-ad	[1278, 1025, 1459, 1192]
ad-body: LCD, LED TV, ಫ್ರಿಜ್, ವಾಷಿಂಗ್ ಮೆಷಿನ್, Micro Oven. Doorstep service. ನಿಮ್ಮ ಮನೆ ಬಾಗಿಲಿಗೆ ಸೇವೆ	[913, 531, 1081, 568]
masthead	[167, 156, 1458, 191]
classified-ad	[1278, 1368, 1459, 1536]
banner-only: ಮಾತ್ರ	[1032, 291, 1075, 318]
ad-title: ಶ್ರೀ ಬಾಲಾಜಿ ಟೂರ್ಸ್	[723, 1715, 901, 1733]
ad-phone: 95131 11486, 95131 11482	[723, 977, 901, 1018]
ad-phone: Mob: 7996083724, 9741339492	[1280, 1502, 1457, 1534]
ad-phone: 9663555435 / 9663555413	[1280, 1149, 1457, 1191]
classified-ad	[721, 2056, 903, 2163]
ad-body: ಅಂತ್ಯ ಪ್ರವಾಸ: 25.1.2020, 8 ದಿನಗಳು. ಮಕ್ಕಳು 18.1.2020, 7 ದಿನಗಳು. ಸುವರ್ಣ ಯಾತ್ರೆ	[1104, 531, 1262, 555]
paper-name: ಮೈಸೂರು ಮಿತ್ರ	[713, 159, 815, 183]
ad-title: WANTED	[1094, 339, 1272, 367]
article-headline: ಸರ್ಕಾರ ಗಂಭೀರ ಚಿಂತನೆ	[285, 398, 409, 418]
ad-title: FLORICUZZARE / NURSERY	[908, 1542, 1086, 1576]
ad-body: V-GUARD Solar Water Heater. Rs. 18,500/- For 200 LPD AUX. SUNZONE SOLAR SYSTEM, VM Double Road, Kuvempunagar, Mysuru	[1284, 1219, 1454, 1267]
classified-ad	[1278, 509, 1459, 677]
ad-body: ದಿನಸಿ ಅಂಗಡಿಯಲ್ಲಿ ಪ್ಯಾಕಿಂಗ್ ಕೆಲಸಕ್ಕೆ ಹುಡುಗರು ಬೇಕು. ಬೆಳಿಗ್ಗೆ 9 ರಿಂದ ಸಂಜೆ 8 ರವರೆಗೆ	[1107, 1391, 1258, 1416]
ad-title: WANTED	[1280, 1715, 1457, 1742]
classified-ad	[906, 1368, 1088, 1536]
classified-ad	[535, 1025, 717, 1192]
cyan-dot	[176, 2187, 185, 2196]
ad-title: DOCUMENT LOST	[723, 1542, 901, 1561]
ad-body: ಮನೆಯಲ್ಲೇ ಕುಳಿತು ಕೈ ಬರಹದಲ್ಲಿ ಮೂಲಕ ಫಾರಂ ಭರ್ತಿ ಮಾಡಿ. ಪ್ರತಿ 1 ಫಾರಂಗೆ 30 ರೂ.ಗಳಂತೆ ಪಡೆಯಿರಿ	[549, 1056, 703, 1104]
ad-phone: 7829948108, 9945261499	[723, 1492, 901, 1534]
classified-ad	[1093, 1713, 1274, 1880]
